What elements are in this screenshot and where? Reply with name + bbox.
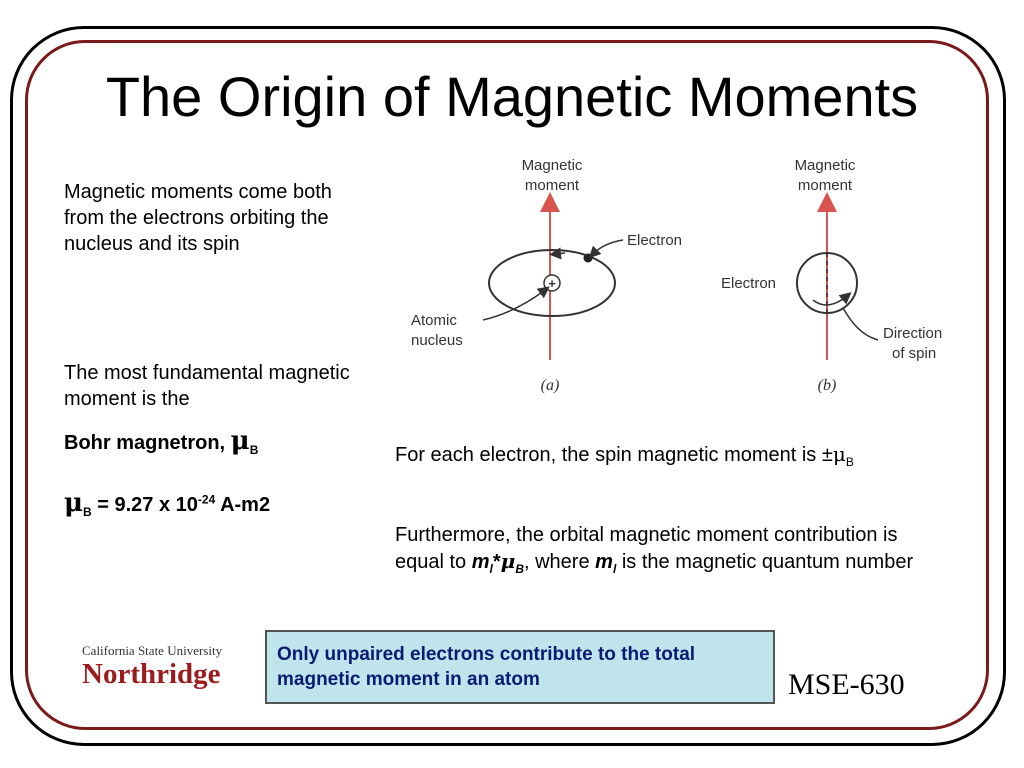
b-electron-label: Electron	[721, 275, 777, 292]
bohr-magnetron-label	[64, 428, 364, 456]
where-text: , where	[523, 551, 596, 573]
spin-moment-body: For each electron, the spin magnetic moment is ±	[395, 444, 833, 466]
bohr-exponent: -24	[197, 492, 216, 507]
left-para-1	[64, 179, 374, 257]
b-direction-label-2: of spin	[892, 345, 937, 362]
b-direction-label-1: Direction	[883, 325, 943, 342]
orbital-moment-text	[395, 522, 935, 575]
diagram-a	[411, 157, 682, 394]
a-atomic-label-2: nucleus	[411, 332, 463, 349]
magnetic-moment-diagram	[395, 150, 975, 410]
a-magnetic-label-1: Magnetic	[521, 157, 583, 174]
a-orbit-arrow	[555, 253, 565, 254]
b-magnetic-label-2: moment	[797, 177, 853, 194]
course-code: MSE-630	[788, 668, 905, 701]
left-para-1-text: Magnetic moments come both from the electrons orbiting the nucleus and its spin	[64, 181, 332, 255]
spin-mu-symbol: μ	[832, 442, 846, 466]
bohr-value-text: = 9.27 x 10	[91, 494, 198, 516]
a-caption: (a)	[540, 377, 560, 394]
logo-northridge: Northridge	[82, 658, 221, 690]
left-para-2-text: The most fundamental magnetic moment is the	[64, 362, 350, 410]
a-magnetic-label-2: moment	[524, 177, 580, 194]
ml-subscript: l	[489, 562, 493, 576]
b-caption: (b)	[817, 377, 837, 394]
unpaired-electrons-callout: Only unpaired electrons contribute to the total magnetic moment in an atom	[265, 630, 775, 704]
ml2-subscript: l	[612, 562, 617, 576]
logo-university: California State University	[82, 643, 223, 658]
mu-subscript-b: B	[249, 443, 259, 457]
b-magnetic-label-1: Magnetic	[794, 157, 856, 174]
spin-moment-text	[395, 436, 935, 473]
left-para-2	[64, 360, 364, 412]
bohr-magnetron-value	[64, 490, 384, 518]
a-electron-dot	[584, 254, 593, 263]
a-atomic-label-1: Atomic	[411, 312, 457, 329]
star-symbol: *	[492, 551, 501, 573]
is-the-text: is the magnetic quantum number	[616, 551, 914, 573]
ml-symbol: m	[471, 551, 490, 573]
mu-symbol-value: μ	[64, 488, 84, 518]
csun-logo	[82, 643, 242, 689]
diagram-b	[721, 157, 942, 394]
bohr-unit: A-m2	[215, 494, 271, 516]
a-plus-sign: +	[548, 276, 556, 291]
mu-symbol: μ	[230, 426, 250, 456]
orbital-pre: Furthermore, the orbital magnetic moment contribution is equal to	[395, 524, 898, 573]
a-electron-label: Electron	[627, 232, 683, 249]
spin-mu-subscript: B	[845, 455, 854, 469]
b-spin-arrow	[813, 296, 847, 305]
orbital-mu-subscript: B	[515, 562, 524, 576]
orbital-mu: μ	[500, 549, 516, 573]
ml2-symbol: m	[595, 551, 613, 573]
bohr-label-text: Bohr magnetron,	[64, 432, 231, 454]
a-electron-pointer	[593, 240, 623, 254]
b-spin-pointer	[843, 308, 878, 340]
mu-value-subscript-b: B	[83, 505, 92, 519]
slide-title: The Origin of Magnetic Moments	[105, 65, 919, 128]
